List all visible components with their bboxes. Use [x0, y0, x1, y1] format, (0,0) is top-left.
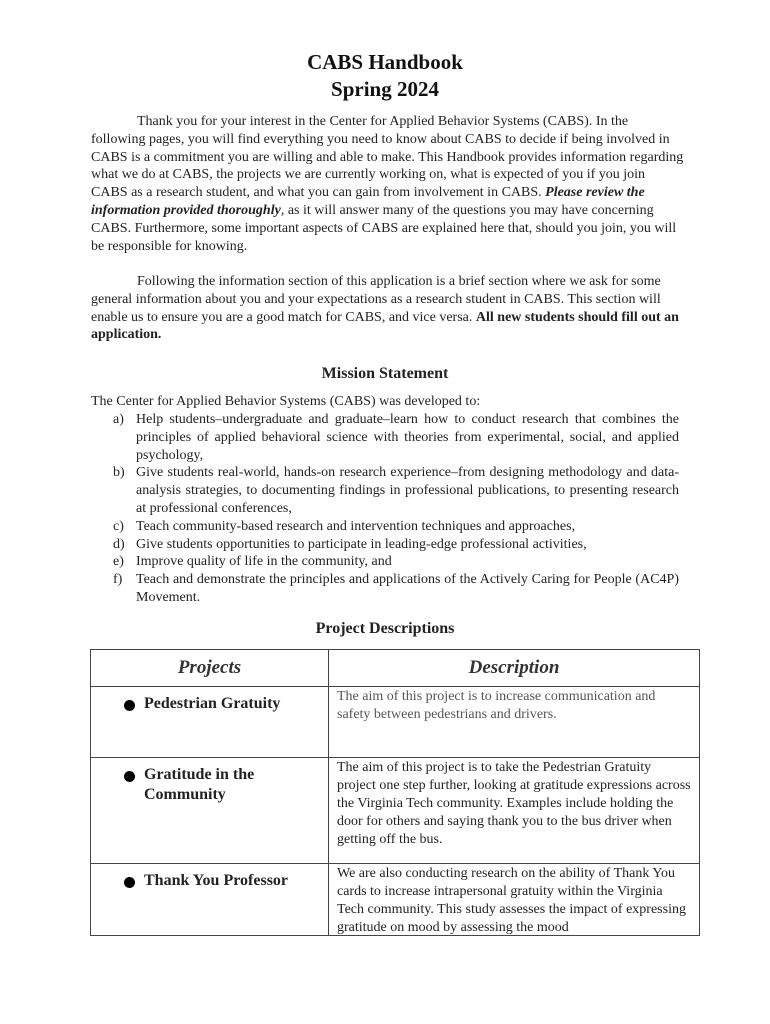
- mission-list: [91, 411, 679, 607]
- mission-item: [91, 518, 679, 536]
- project-description-cell: [329, 687, 700, 758]
- table-row: [91, 864, 700, 936]
- mission-item-text: Give students opportunities to participate in leading-edge professional activities,: [136, 536, 587, 552]
- intro-emphasis: Please review the information provided thoroughly: [91, 185, 645, 218]
- project-name: Thank You Professor: [144, 872, 289, 889]
- project-description-cell: [329, 864, 700, 936]
- mission-lead: The Center for Applied Behavior Systems (CABS) was developed to:: [91, 394, 481, 409]
- projects-heading: Project Descriptions: [315, 620, 455, 637]
- application-note: All new students should fill out an application.: [91, 309, 679, 343]
- description-column-header: Description: [329, 650, 700, 687]
- intro-text-after: , as it will answer many of the questions you may have concerning CABS. Furthermore, some important aspects of CABS are explained here that, should you join, you will be responsible for knowing.: [91, 202, 677, 254]
- bullet-icon: [124, 877, 135, 888]
- project-description: We are also conducting research on the ability of Thank You cards to increase intrapersonal gratuity within the Virginia Tech community. This study assesses the impact of expressing gratitude on mood by assessing the mood: [337, 866, 686, 935]
- bullet-icon: [124, 771, 135, 782]
- project-name-cell: [91, 687, 329, 758]
- project-name: Pedestrian Gratuity: [144, 695, 281, 712]
- table-row: [91, 687, 700, 758]
- mission-item-text: Teach and demonstrate the principles and applications of the Actively Caring for People (AC4P) Movement.: [136, 572, 679, 605]
- list-marker: d): [113, 536, 125, 552]
- project-name: Gratitude in the Community: [144, 766, 255, 803]
- projects-table: [90, 649, 700, 936]
- mission-item-text: Help students–undergraduate and graduate–learn how to conduct research that combines the principles of applied behavioral science with theories from experimental, social, and applied psychology,: [136, 412, 679, 463]
- intro-paragraph-1: [91, 113, 685, 255]
- list-marker: c): [113, 518, 124, 534]
- mission-item-text: Give students real-world, hands-on research experience–from designing methodology and data-analysis strategies, to documenting findings in professional publications, to presenting research at professional conferences,: [136, 465, 679, 516]
- mission-item: [91, 571, 679, 607]
- mission-item: [91, 411, 679, 464]
- mission-item: [91, 464, 679, 517]
- intro-paragraph-2: [91, 273, 685, 344]
- mission-item: [91, 553, 679, 571]
- project-description: The aim of this project is to take the Pedestrian Gratuity project one step further, looking at gratitude expressions across the Virginia Tech community. Examples include holding the door for others and saying thank you to the bus driver when getting off the bus.: [337, 760, 691, 847]
- list-marker: f): [113, 572, 123, 588]
- mission-item-text: Teach community-based research and intervention techniques and approaches,: [136, 518, 576, 534]
- project-description: The aim of this project is to increase communication and safety between pedestrians and drivers.: [337, 689, 656, 722]
- document-subtitle: Spring 2024: [331, 77, 439, 101]
- list-marker: e): [113, 554, 124, 570]
- bullet-icon: [124, 700, 135, 711]
- mission-item: [91, 536, 679, 554]
- list-marker: a): [113, 412, 124, 427]
- projects-column-header: Projects: [91, 650, 329, 687]
- table-row: [91, 758, 700, 864]
- project-name-cell: [91, 864, 329, 936]
- intro-text: Thank you for your interest in the Center for Applied Behavior Systems (CABS). In the following pages, you will find everything you need to know about CABS to decide if being involved in CABS is a commitment you are willing and able to make. This Handbook provides information regarding what we do at CABS, the projects we are currently working on, what is expected of you if you join CABS as a research student, and what you can gain from involvement in CABS.: [91, 114, 684, 201]
- project-description-cell: [329, 758, 700, 864]
- intro-text-2: Following the information section of this application is a brief section where we ask for some general information about you and your expectations as a research student in CABS. This section will enable us to ensure you are a good match for CABS, and vice versa.: [91, 274, 661, 325]
- mission-item-text: Improve quality of life in the community, and: [136, 554, 392, 570]
- project-name-cell: [91, 758, 329, 864]
- list-marker: b): [113, 465, 125, 481]
- document-title: CABS Handbook: [307, 50, 463, 74]
- mission-heading: Mission Statement: [321, 365, 449, 382]
- table-header-row: [91, 650, 700, 687]
